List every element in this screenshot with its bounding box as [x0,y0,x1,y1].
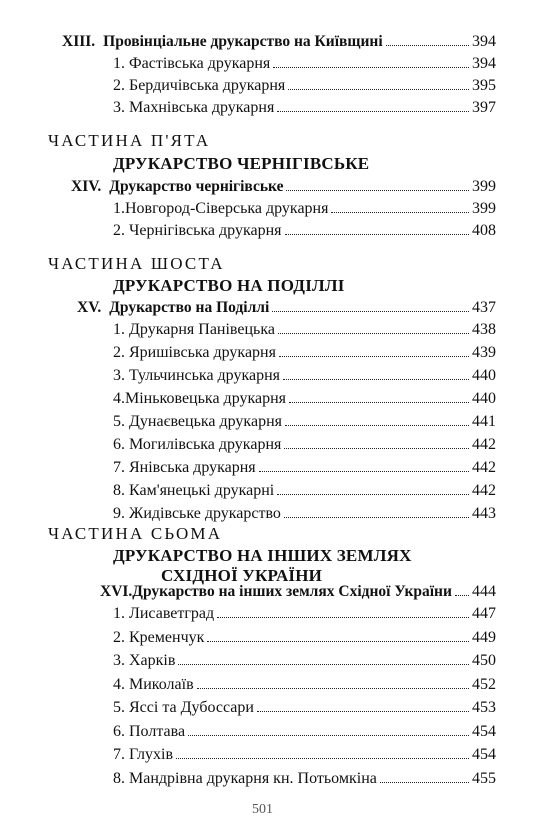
page-number: 450 [472,652,496,669]
toc-item[interactable] [113,366,496,386]
toc-item[interactable] [113,769,496,789]
dot-leader [286,190,469,191]
page-number: 443 [472,505,496,522]
item-label: 3. Харків [113,652,176,669]
item-label: 9. Жидівське друкарство [113,505,281,522]
dot-leader [285,425,469,426]
dot-leader [288,89,469,90]
page-number: 395 [472,77,496,94]
dot-leader [176,758,469,759]
part-label: ЧАСТИНА СЬОМА [48,524,223,543]
toc-item[interactable] [113,76,496,96]
toc-item[interactable] [113,412,496,432]
dot-leader [188,735,469,736]
page-number: 399 [472,178,496,195]
toc-item[interactable] [113,320,496,340]
toc-item[interactable] [113,435,496,455]
toc-item[interactable] [113,698,496,718]
dot-leader [259,471,469,472]
item-label: 7. Глухів [113,746,174,763]
item-label: 4. Миколаїв [113,675,194,693]
page-number: 455 [472,769,496,787]
page-number: 453 [472,699,496,716]
dot-leader [277,494,469,495]
page-number: 438 [472,321,496,338]
item-label: 1. Лисаветград [113,605,215,622]
part-title: ДРУКАРСТВО ЧЕРНІГІВСЬКЕ [113,154,370,173]
page-number: 394 [472,55,496,72]
page-number: 454 [472,722,496,740]
part-title: ДРУКАРСТВО НА ПОДІЛЛІ [113,276,345,295]
item-label: 2. Яришівська друкарня [113,344,276,361]
toc-chapter-xvi[interactable] [100,582,496,602]
chapter-number: XVI. [100,583,133,600]
dot-leader [289,402,469,403]
dot-leader [455,595,469,596]
chapter-title: Друкарство на інших землях Східної України [132,583,452,600]
chapter-number: XIV. [71,178,102,195]
part-label: ЧАСТИНА ШОСТА [48,254,225,273]
item-label: 3. Тульчинська друкарня [113,367,281,384]
item-label: 2. Кременчук [113,628,205,646]
page-number: 437 [472,299,496,316]
page-number: 442 [472,436,496,453]
toc-item[interactable] [113,221,496,241]
toc-item[interactable] [113,54,496,74]
page-number: 440 [472,367,496,384]
item-label: 5. Яссі та Дубоссари [113,699,254,716]
chapter-title: Друкарство чернігівське [109,178,284,195]
page-number: 449 [472,628,496,646]
page-footer-number: 501 [252,802,273,817]
item-label: 4.Міньковецька друкарня [113,390,287,407]
item-label: 8. Мандрівна друкарня кн. Потьомкіна [113,769,377,787]
toc-item[interactable] [113,98,496,118]
dot-leader [284,517,469,518]
page-number: 439 [472,344,496,361]
page-number: 441 [472,413,496,430]
toc-item[interactable] [113,604,496,624]
chapter-number: XV. [77,299,102,316]
dot-leader [207,641,469,642]
toc-item[interactable] [113,745,496,765]
dot-leader [279,356,469,357]
page-number: 442 [472,459,496,476]
dot-leader [331,212,469,213]
toc-chapter-xiii[interactable] [62,32,496,52]
page-number: 440 [472,390,496,407]
toc-item[interactable] [113,389,496,409]
toc-chapter-xiv[interactable] [71,177,496,197]
chapter-number: XIII. [62,33,96,50]
dot-leader [273,67,469,68]
chapter-title: Друкарство на Поділлі [109,299,270,316]
item-label: 5. Дунаєвецька друкарня [113,413,282,430]
part-title-line1: ДРУКАРСТВО НА ІНШИХ ЗЕМЛЯХ [113,546,412,565]
dot-leader [178,664,469,665]
dot-leader [278,333,469,334]
toc-item[interactable] [113,199,496,219]
toc-item[interactable] [113,722,496,742]
item-label: 1. Друкарня Панівецька [113,321,275,338]
dot-leader [197,688,469,689]
part-title-line2: СХІДНОЇ УКРАЇНИ [161,566,323,585]
item-label: 1.Новгород-Сіверська друкарня [113,200,329,217]
toc-item[interactable] [113,628,496,648]
dot-leader [386,45,469,46]
toc-item[interactable] [113,458,496,478]
item-label: 2. Чернігівська друкарня [113,222,282,239]
dot-leader [283,379,469,380]
item-label: 3. Махнівська друкарня [113,99,275,116]
dot-leader [277,111,469,112]
toc-item[interactable] [113,504,496,524]
page-number: 452 [472,675,496,693]
toc-item[interactable] [113,343,496,363]
item-label: 2. Бердичівська друкарня [113,77,286,94]
item-label: 6. Могилівська друкарня [113,436,282,453]
item-label: 6. Полтава [113,722,186,740]
page-number: 447 [472,605,496,622]
page-number: 442 [472,482,496,499]
page-number: 397 [472,99,496,116]
dot-leader [217,617,469,618]
page-number: 408 [472,222,496,239]
page-number: 444 [472,583,496,600]
page-number: 399 [472,200,496,217]
item-label: 7. Янівська друкарня [113,459,256,476]
toc-item[interactable] [113,675,496,695]
dot-leader [285,234,470,235]
chapter-title: Провінціальне друкарство на Київщині [103,33,383,50]
toc-chapter-xv[interactable] [77,298,496,318]
dot-leader [257,711,469,712]
toc-item[interactable] [113,651,496,671]
part-label: ЧАСТИНА П'ЯТА [48,131,211,150]
page-number: 394 [472,33,496,50]
dot-leader [284,448,469,449]
dot-leader [272,311,469,312]
item-label: 1. Фастівська друкарня [113,55,271,72]
page-number: 454 [472,746,496,763]
item-label: 8. Кам'янецькі друкарні [113,482,275,499]
dot-leader [380,782,469,783]
toc-item[interactable] [113,481,496,501]
